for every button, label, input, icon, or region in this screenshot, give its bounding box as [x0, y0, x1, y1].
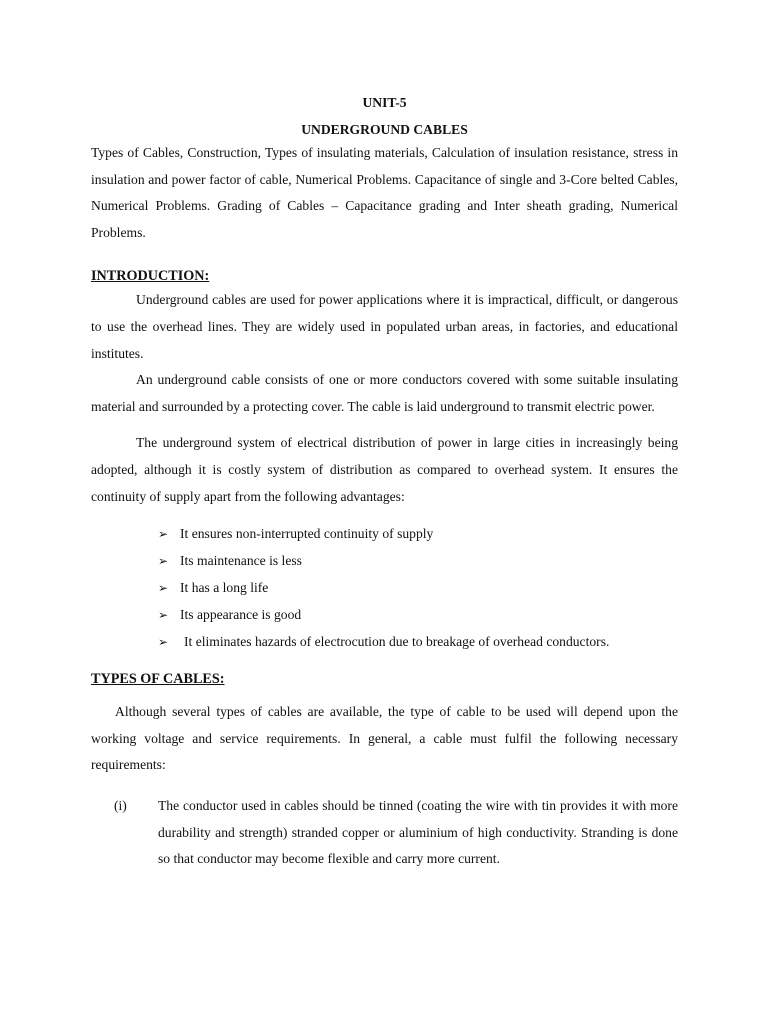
syllabus-paragraph: Types of Cables, Construction, Types of insulating materials, Calculation of insulation resistance, stress in insulation and power factor of cable, Numerical Problems. Capacitance of single and 3-Core belted Cables, Numerical Problems. Grading of Cables – Capacitance grading and Inter sheath grading, Numerical Problems. [91, 145, 678, 240]
arrowhead-bullet-icon: ➢ [158, 608, 169, 623]
list-item: ➢ It has a long life [158, 574, 678, 601]
arrowhead-bullet-icon: ➢ [158, 581, 169, 596]
list-item: ➢ Its appearance is good [158, 601, 678, 628]
requirement-number: (i) [114, 797, 127, 813]
intro-paragraph-1: Underground cables are used for power applications where it is impractical, difficult, or dangerous to use the overhead lines. They are widely used in populated urban areas, in factories, and educational institutes. [91, 292, 678, 361]
arrowhead-bullet-icon: ➢ [158, 554, 169, 569]
advantages-list [91, 520, 678, 655]
intro-paragraph-3: The underground system of electrical distribution of power in large cities in increasingly being adopted, although it is costly system of distribution as compared to overhead system. It ensures the continuity of supply apart from the following advantages: [91, 435, 678, 504]
chapter-title: UNDERGROUND CABLES [301, 122, 468, 137]
arrowhead-bullet-icon: ➢ [158, 527, 169, 542]
unit-title: UNIT-5 [362, 95, 407, 110]
requirement-text: The conductor used in cables should be tinned (coating the wire with tin provides it with more durability and strength) stranded copper or aluminium of high conductivity. Stranding is done so that conductor may become flexible and carry more current. [158, 797, 678, 867]
types-intro-paragraph: Although several types of cables are available, the type of cable to be used will depend upon the working voltage and service requirements. In general, a cable must fulfil the following necessary requirements: [91, 704, 678, 773]
list-item: ➢ It eliminates hazards of electrocution due to breakage of overhead conductors. [158, 628, 678, 655]
introduction-heading: INTRODUCTION: [91, 268, 210, 285]
intro-paragraph-2: An underground cable consists of one or more conductors covered with some suitable insulating material and surrounded by a protecting cover. The cable is laid underground to transmit electric power. [91, 372, 678, 414]
requirement-item [91, 793, 678, 873]
arrowhead-bullet-icon: ➢ [158, 635, 169, 650]
list-item: ➢ It ensures non-interrupted continuity of supply [158, 520, 678, 547]
types-of-cables-heading: TYPES OF CABLES: [91, 671, 225, 688]
document-page [91, 93, 678, 873]
list-item: ➢ Its maintenance is less [158, 547, 678, 574]
